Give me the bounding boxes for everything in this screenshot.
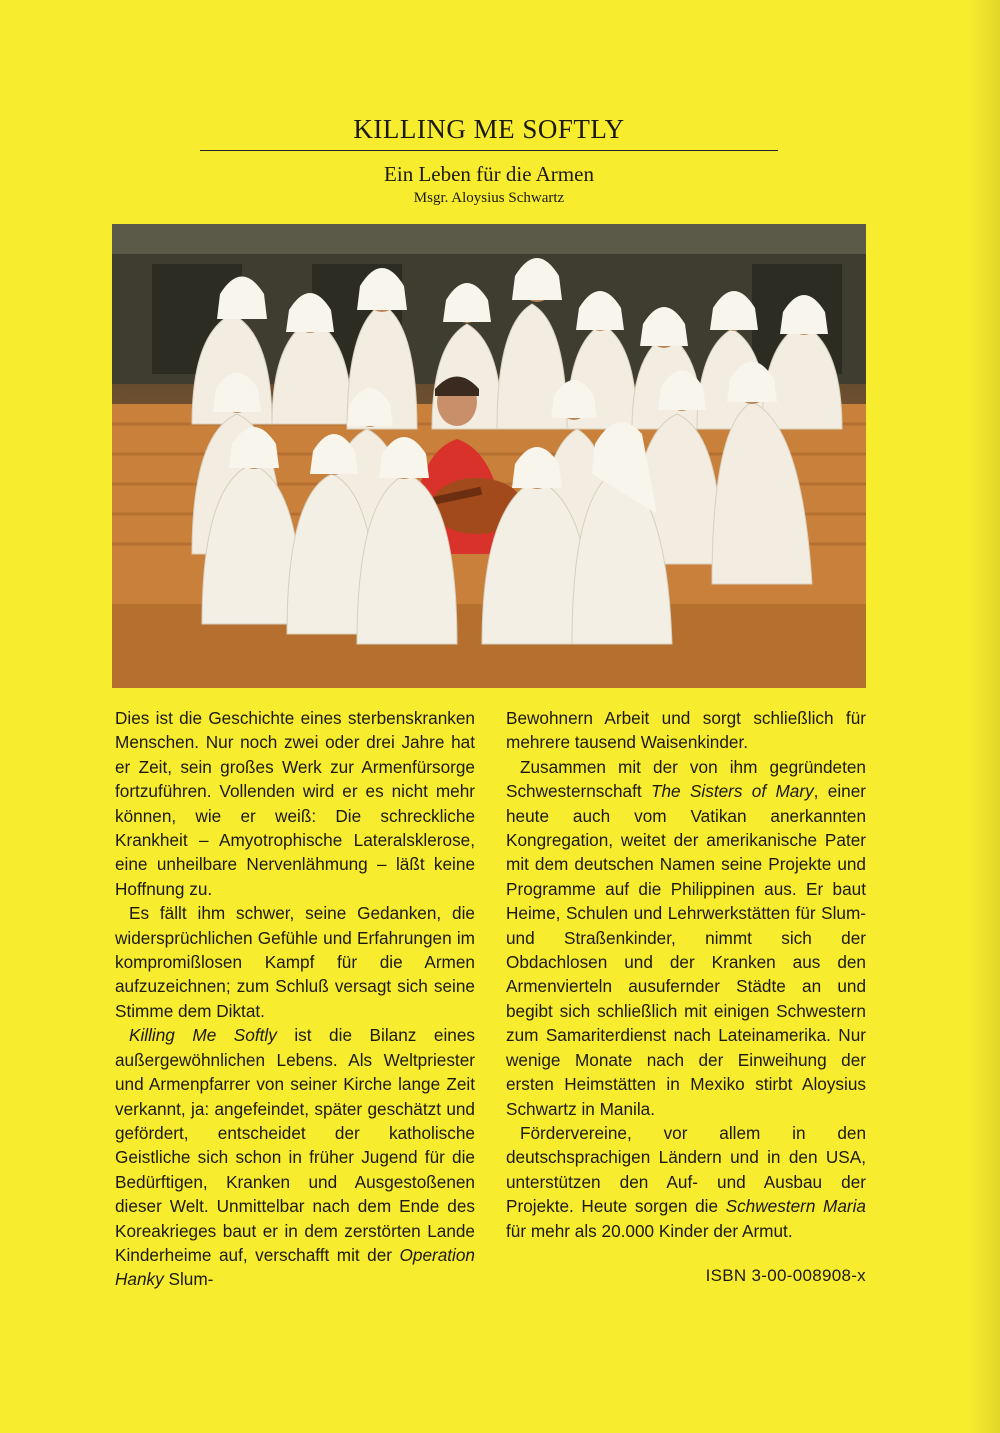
blurb-paragraph xyxy=(506,755,866,1121)
book-subtitle: Ein Leben für die Armen xyxy=(384,162,594,186)
congregation-name: The Sisters of Mary xyxy=(651,781,814,802)
blurb-text: Slum- xyxy=(163,1269,214,1290)
blurb-paragraph xyxy=(506,1121,866,1243)
book-author: Msgr. Aloysius Schwartz xyxy=(413,190,565,206)
cover-photo xyxy=(112,224,866,688)
blurb-paragraph xyxy=(115,1023,475,1291)
book-title-inline: Killing Me Softly xyxy=(129,1025,277,1046)
blurb-text: ist die Bilanz eines außergewöhnlichen Lebens. Als Weltpriester und Armenpfarrer von seiner Kirche lange Zeit verkannt, ja: angefeindet, später geschätzt und gefördert, entscheidet der katholische Geistliche sich schon in früher Jugend für die Bedürftigen, Kranken und Ausgestoßenen dieser Welt. Unmittelbar nach dem Ende des Koreakrieges baut er in dem zerstörten Lande Kinderheime auf, verschafft mit der xyxy=(115,1025,475,1265)
blurb-paragraph: Bewohnern Arbeit und sorgt schließlich für mehrere tausend Waisenkinder. xyxy=(506,708,866,753)
blurb-text: Fördervereine, vor allem in den deutschsprachigen Ländern und in den USA, unterstützen den Auf- und Ausbau der Projekte. Heute sorgen die xyxy=(506,1122,866,1217)
operation-name: Operation Hanky xyxy=(115,1244,475,1290)
sisters-name: Schwestern Maria xyxy=(725,1196,866,1217)
blurb-paragraph: Dies ist die Geschichte eines sterbenskranken Menschen. Nur noch zwei oder drei Jahre hat er Zeit, sein großes Werk zur Armenfürsorge fortzuführen. Vollenden wird er es nicht mehr können, wie er weiß: Die schreckliche Krankheit – Amyotrophische Lateralsklerose, eine unheilbare Nervenlähmung – läßt keine Hoffnung zu. xyxy=(115,708,475,899)
cover-spine-shadow xyxy=(970,0,1000,1433)
blurb-column-left xyxy=(115,706,475,1292)
isbn-number: ISBN 3-00-008908-x xyxy=(705,1266,866,1285)
book-title: KILLING ME SOFTLY xyxy=(353,114,625,144)
title-rule xyxy=(200,150,778,151)
blurb-paragraph: Es fällt ihm schwer, seine Gedanken, die widersprüchlichen Gefühle und Erfahrungen im kompromißlosen Kampf für die Armen aufzuzeichnen; zum Schluß versagt sich seine Stimme dem Diktat. xyxy=(115,903,475,1021)
blurb-text: für mehr als 20.000 Kinder der Armut. xyxy=(506,1220,793,1241)
blurb-text: , einer heute auch vom Vatikan anerkannten Kongregation, weitet der amerikanische Pater mit dem deutschen Namen seine Projekte und Programme auf die Philippinen aus. Er baut Heime, Schulen und Lehrwerkstätten für Slum- und Straßenkinder, nimmt sich der Obdachlosen und der Kranken aus den Armenvierteln ausufernder Städte an und begibt sich schließlich mit einigen Schwestern zum Samariterdienst nach Lateinamerika. Nur wenige Monate nach der Einweihung der ersten Heimstätten in Mexiko stirbt Aloysius Schwartz in Manila. xyxy=(506,781,866,1119)
blurb-column-right xyxy=(506,706,866,1243)
group-photo-illustration xyxy=(112,224,866,688)
blurb-text: Zusammen mit der von ihm gegründeten Schwesternschaft xyxy=(506,756,866,802)
